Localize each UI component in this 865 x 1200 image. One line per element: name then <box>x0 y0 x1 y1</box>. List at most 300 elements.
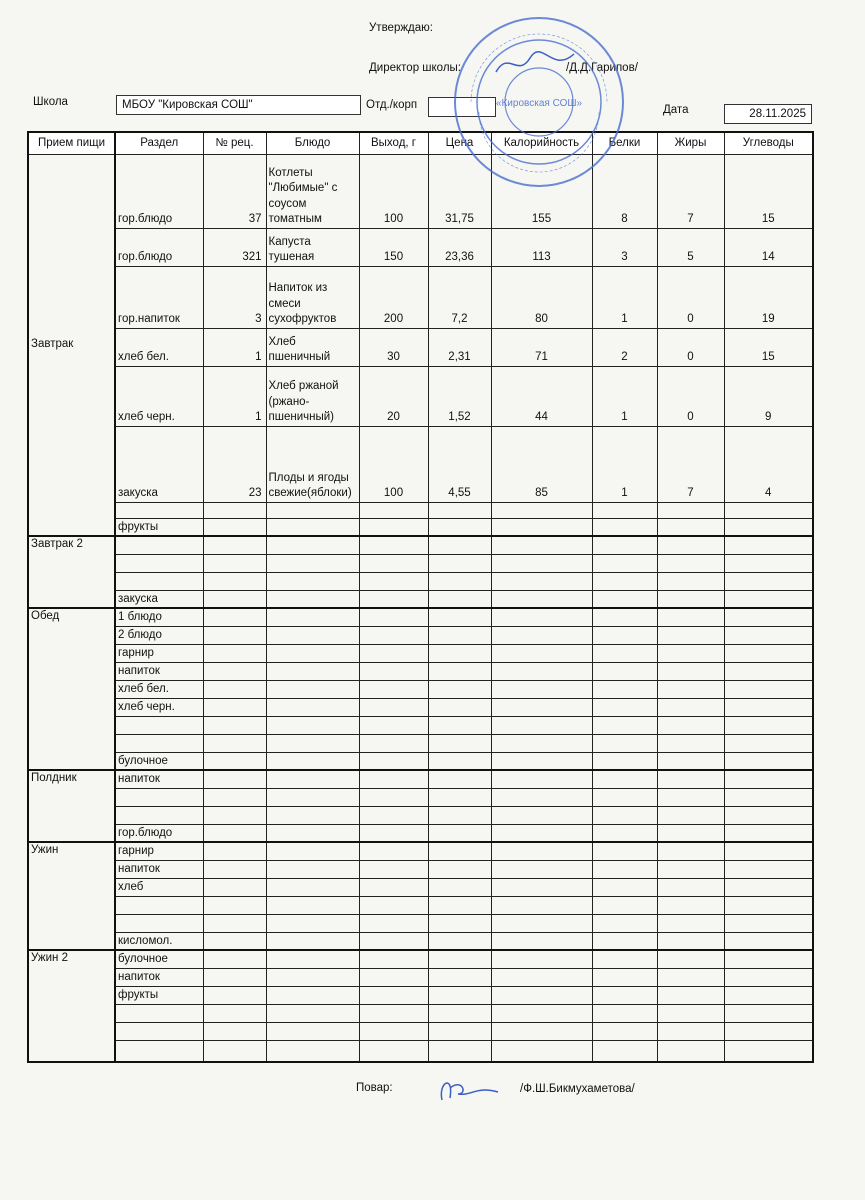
cell-output <box>359 914 428 932</box>
cell-section: фрукты <box>115 986 203 1004</box>
cell-section: хлеб черн. <box>115 366 203 426</box>
cell-carbs <box>724 680 813 698</box>
cell-protein <box>592 734 657 752</box>
meal-cell: Полдник <box>28 770 115 842</box>
cell-kcal <box>491 536 592 554</box>
cell-output <box>359 644 428 662</box>
school-field[interactable]: МБОУ "Кировская СОШ" <box>116 95 361 115</box>
table-row <box>28 860 813 878</box>
cell-section: булочное <box>115 752 203 770</box>
cell-dish <box>266 950 359 968</box>
cell-dish <box>266 968 359 986</box>
col-header: Раздел <box>115 132 203 154</box>
cell-section: напиток <box>115 662 203 680</box>
cell-price <box>428 572 491 590</box>
cell-recipe <box>203 716 266 734</box>
cell-kcal: 155 <box>491 154 592 228</box>
cell-protein <box>592 1040 657 1062</box>
cell-section: напиток <box>115 860 203 878</box>
cell-protein <box>592 752 657 770</box>
cell-dish <box>266 770 359 788</box>
col-header: Белки <box>592 132 657 154</box>
cell-dish <box>266 914 359 932</box>
cell-protein <box>592 860 657 878</box>
cell-kcal <box>491 734 592 752</box>
cell-protein <box>592 572 657 590</box>
table-row <box>28 328 813 366</box>
cell-output: 100 <box>359 426 428 502</box>
cell-section: хлеб бел. <box>115 328 203 366</box>
table-row <box>28 426 813 502</box>
cell-fat: 7 <box>657 154 724 228</box>
cell-protein <box>592 806 657 824</box>
cell-protein <box>592 662 657 680</box>
table-row <box>28 680 813 698</box>
branch-label: Отд./корп <box>366 99 418 111</box>
table-row <box>28 806 813 824</box>
cell-carbs <box>724 1004 813 1022</box>
cell-carbs <box>724 770 813 788</box>
cell-carbs: 19 <box>724 266 813 328</box>
cook-signature <box>428 1068 508 1108</box>
cell-recipe <box>203 680 266 698</box>
cell-price <box>428 1004 491 1022</box>
cell-carbs <box>724 518 813 536</box>
cell-dish <box>266 502 359 518</box>
cell-price <box>428 1040 491 1062</box>
cell-output <box>359 770 428 788</box>
cell-fat <box>657 950 724 968</box>
cell-output: 30 <box>359 328 428 366</box>
cell-protein <box>592 986 657 1004</box>
col-header: Блюдо <box>266 132 359 154</box>
cell-price <box>428 770 491 788</box>
table-row <box>28 266 813 328</box>
stamp-text: «Кировская СОШ» <box>495 98 583 109</box>
cell-kcal: 80 <box>491 266 592 328</box>
cell-section: гарнир <box>115 644 203 662</box>
col-header: Калорийность <box>491 132 592 154</box>
cell-price <box>428 518 491 536</box>
table-row <box>28 228 813 266</box>
cell-recipe <box>203 608 266 626</box>
table-row <box>28 788 813 806</box>
cell-section: кисломол. <box>115 932 203 950</box>
school-stamp <box>451 14 627 190</box>
cell-kcal <box>491 590 592 608</box>
cell-kcal <box>491 806 592 824</box>
meal-cell: Обед <box>28 608 115 770</box>
cell-section <box>115 1004 203 1022</box>
cell-fat <box>657 716 724 734</box>
cell-recipe: 37 <box>203 154 266 228</box>
cell-section <box>115 806 203 824</box>
cell-kcal <box>491 1004 592 1022</box>
cell-price: 4,55 <box>428 426 491 502</box>
cell-output <box>359 716 428 734</box>
cell-fat <box>657 986 724 1004</box>
cell-kcal <box>491 824 592 842</box>
menu-table <box>27 131 814 1063</box>
cell-output <box>359 860 428 878</box>
cell-recipe <box>203 788 266 806</box>
cell-output <box>359 626 428 644</box>
cell-price <box>428 590 491 608</box>
school-label: Школа <box>33 96 68 108</box>
cell-section: хлеб черн. <box>115 698 203 716</box>
cell-protein <box>592 1022 657 1040</box>
cell-section: булочное <box>115 950 203 968</box>
table-header-row <box>28 132 813 154</box>
cell-dish <box>266 860 359 878</box>
cell-fat <box>657 932 724 950</box>
cell-section <box>115 1022 203 1040</box>
cell-kcal <box>491 950 592 968</box>
cell-fat <box>657 824 724 842</box>
cell-kcal <box>491 518 592 536</box>
cell-recipe <box>203 502 266 518</box>
cell-protein <box>592 626 657 644</box>
cell-section: закуска <box>115 590 203 608</box>
cell-section: гор.напиток <box>115 266 203 328</box>
cell-price <box>428 950 491 968</box>
cell-kcal <box>491 968 592 986</box>
cell-output: 20 <box>359 366 428 426</box>
cell-fat <box>657 860 724 878</box>
cell-recipe <box>203 752 266 770</box>
cell-protein <box>592 590 657 608</box>
cell-dish <box>266 572 359 590</box>
cell-dish <box>266 1022 359 1040</box>
cell-section: 1 блюдо <box>115 608 203 626</box>
cell-kcal <box>491 698 592 716</box>
cell-dish <box>266 788 359 806</box>
cell-section: хлеб <box>115 878 203 896</box>
cell-protein <box>592 644 657 662</box>
cell-protein: 1 <box>592 426 657 502</box>
cell-kcal: 71 <box>491 328 592 366</box>
cell-recipe <box>203 554 266 572</box>
cell-price <box>428 968 491 986</box>
cell-section <box>115 914 203 932</box>
cell-fat <box>657 842 724 860</box>
cell-recipe <box>203 590 266 608</box>
cell-carbs <box>724 554 813 572</box>
director-name: /Д.Д.Гарипов/ <box>566 62 638 74</box>
cell-price <box>428 806 491 824</box>
table-row <box>28 896 813 914</box>
cell-fat <box>657 752 724 770</box>
cell-kcal <box>491 896 592 914</box>
cell-recipe: 3 <box>203 266 266 328</box>
meal-cell: Ужин 2 <box>28 950 115 1062</box>
cell-protein <box>592 968 657 986</box>
cell-section: напиток <box>115 770 203 788</box>
cell-fat <box>657 788 724 806</box>
cell-carbs <box>724 536 813 554</box>
cell-output <box>359 806 428 824</box>
cell-section: 2 блюдо <box>115 626 203 644</box>
cell-section: гор.блюдо <box>115 154 203 228</box>
cell-output <box>359 572 428 590</box>
cell-section <box>115 536 203 554</box>
cell-section <box>115 554 203 572</box>
cell-fat <box>657 1004 724 1022</box>
cell-fat: 0 <box>657 266 724 328</box>
cell-section: гарнир <box>115 842 203 860</box>
cell-dish <box>266 824 359 842</box>
cell-recipe <box>203 950 266 968</box>
cell-protein <box>592 680 657 698</box>
cell-dish: Напиток из смеси сухофруктов <box>266 266 359 328</box>
cell-protein <box>592 1004 657 1022</box>
table-row <box>28 644 813 662</box>
cell-fat <box>657 680 724 698</box>
cell-carbs <box>724 968 813 986</box>
cell-output <box>359 986 428 1004</box>
cell-dish: Плоды и ягоды свежие(яблоки) <box>266 426 359 502</box>
cell-carbs <box>724 590 813 608</box>
cell-section <box>115 788 203 806</box>
cell-dish <box>266 698 359 716</box>
cell-kcal <box>491 716 592 734</box>
cell-carbs: 15 <box>724 328 813 366</box>
cell-carbs <box>724 950 813 968</box>
cell-price: 31,75 <box>428 154 491 228</box>
cell-carbs <box>724 896 813 914</box>
cell-dish <box>266 878 359 896</box>
cell-protein <box>592 608 657 626</box>
cell-fat <box>657 536 724 554</box>
director-signature <box>490 44 580 84</box>
cell-fat <box>657 518 724 536</box>
cell-carbs: 9 <box>724 366 813 426</box>
cell-kcal <box>491 842 592 860</box>
cell-carbs <box>724 878 813 896</box>
cell-dish <box>266 1040 359 1062</box>
cell-fat <box>657 734 724 752</box>
meal-cell: Завтрак <box>28 154 115 536</box>
cell-section: напиток <box>115 968 203 986</box>
cell-dish <box>266 734 359 752</box>
cell-kcal: 44 <box>491 366 592 426</box>
cell-dish <box>266 662 359 680</box>
cell-fat: 7 <box>657 426 724 502</box>
cell-price <box>428 716 491 734</box>
table-row <box>28 572 813 590</box>
cell-price <box>428 626 491 644</box>
cell-kcal <box>491 554 592 572</box>
cell-price <box>428 986 491 1004</box>
table-row <box>28 536 813 554</box>
cell-kcal <box>491 914 592 932</box>
cell-carbs: 14 <box>724 228 813 266</box>
table-row <box>28 716 813 734</box>
cell-recipe <box>203 860 266 878</box>
cell-section: хлеб бел. <box>115 680 203 698</box>
cell-fat <box>657 1040 724 1062</box>
cell-kcal <box>491 680 592 698</box>
cell-price <box>428 536 491 554</box>
cell-kcal <box>491 878 592 896</box>
cell-carbs <box>724 1040 813 1062</box>
table-row <box>28 734 813 752</box>
cell-output <box>359 950 428 968</box>
cell-dish: Хлеб ржаной (ржано-пшеничный) <box>266 366 359 426</box>
table-row <box>28 608 813 626</box>
cell-price <box>428 752 491 770</box>
cell-output <box>359 896 428 914</box>
cell-output: 150 <box>359 228 428 266</box>
cell-output <box>359 788 428 806</box>
cell-output <box>359 590 428 608</box>
meal-cell: Завтрак 2 <box>28 536 115 608</box>
cell-output <box>359 932 428 950</box>
cell-output <box>359 752 428 770</box>
cell-carbs <box>724 752 813 770</box>
cell-protein: 2 <box>592 328 657 366</box>
cell-fat <box>657 572 724 590</box>
cell-recipe <box>203 806 266 824</box>
table-row <box>28 698 813 716</box>
cell-dish <box>266 554 359 572</box>
cell-price: 2,31 <box>428 328 491 366</box>
cell-fat <box>657 554 724 572</box>
cell-price <box>428 734 491 752</box>
cell-kcal <box>491 572 592 590</box>
cell-fat <box>657 662 724 680</box>
cell-recipe <box>203 770 266 788</box>
cell-output <box>359 518 428 536</box>
cell-dish <box>266 608 359 626</box>
table-row <box>28 518 813 536</box>
cell-kcal <box>491 788 592 806</box>
cell-kcal <box>491 986 592 1004</box>
cell-price <box>428 554 491 572</box>
cell-recipe <box>203 626 266 644</box>
cell-protein <box>592 842 657 860</box>
table-row <box>28 932 813 950</box>
cell-price <box>428 896 491 914</box>
cell-dish <box>266 626 359 644</box>
cell-kcal <box>491 770 592 788</box>
cell-fat <box>657 698 724 716</box>
cell-fat <box>657 626 724 644</box>
cell-carbs <box>724 932 813 950</box>
cell-price <box>428 878 491 896</box>
cell-fat <box>657 608 724 626</box>
cell-carbs <box>724 842 813 860</box>
cell-kcal: 85 <box>491 426 592 502</box>
cell-protein <box>592 698 657 716</box>
cell-recipe: 321 <box>203 228 266 266</box>
meal-cell: Ужин <box>28 842 115 950</box>
cell-output <box>359 554 428 572</box>
cell-fat <box>657 502 724 518</box>
col-header: Прием пищи <box>28 132 115 154</box>
cell-fat <box>657 968 724 986</box>
cell-recipe <box>203 698 266 716</box>
col-header: Выход, г <box>359 132 428 154</box>
cell-price <box>428 914 491 932</box>
cell-dish <box>266 896 359 914</box>
cell-section: гор.блюдо <box>115 824 203 842</box>
cell-protein <box>592 554 657 572</box>
cell-kcal <box>491 662 592 680</box>
cell-section <box>115 734 203 752</box>
cell-output <box>359 734 428 752</box>
cell-recipe <box>203 1022 266 1040</box>
cell-carbs <box>724 986 813 1004</box>
cell-protein <box>592 950 657 968</box>
cell-output <box>359 1004 428 1022</box>
cell-carbs <box>724 608 813 626</box>
cell-output <box>359 1022 428 1040</box>
cook-label: Повар: <box>356 1082 393 1094</box>
cell-kcal <box>491 932 592 950</box>
cell-protein: 1 <box>592 266 657 328</box>
cell-dish <box>266 590 359 608</box>
cell-fat <box>657 806 724 824</box>
cell-output: 100 <box>359 154 428 228</box>
cell-dish <box>266 986 359 1004</box>
cell-carbs <box>724 698 813 716</box>
cell-recipe <box>203 986 266 1004</box>
cell-section <box>115 716 203 734</box>
cell-carbs <box>724 644 813 662</box>
col-header: № рец. <box>203 132 266 154</box>
cell-fat: 5 <box>657 228 724 266</box>
cell-dish: Капуста тушеная <box>266 228 359 266</box>
cell-output: 200 <box>359 266 428 328</box>
cell-fat <box>657 770 724 788</box>
cell-kcal <box>491 502 592 518</box>
cell-protein <box>592 770 657 788</box>
cell-recipe <box>203 914 266 932</box>
cell-section <box>115 502 203 518</box>
table-row <box>28 914 813 932</box>
table-row <box>28 842 813 860</box>
cell-kcal <box>491 626 592 644</box>
cell-kcal <box>491 752 592 770</box>
cook-name: /Ф.Ш.Бикмухаметова/ <box>520 1083 635 1095</box>
date-field[interactable]: 28.11.2025 <box>724 104 812 124</box>
cell-protein <box>592 716 657 734</box>
table-row <box>28 770 813 788</box>
cell-dish <box>266 932 359 950</box>
cell-recipe <box>203 734 266 752</box>
cell-price <box>428 860 491 878</box>
cell-recipe <box>203 662 266 680</box>
cell-fat <box>657 590 724 608</box>
cell-price <box>428 788 491 806</box>
cell-protein <box>592 536 657 554</box>
cell-dish <box>266 716 359 734</box>
cell-kcal <box>491 644 592 662</box>
cell-section <box>115 896 203 914</box>
cell-protein: 8 <box>592 154 657 228</box>
cell-protein <box>592 502 657 518</box>
cell-output <box>359 502 428 518</box>
cell-recipe <box>203 1004 266 1022</box>
cell-output <box>359 680 428 698</box>
table-row <box>28 1040 813 1062</box>
cell-dish: Хлеб пшеничный <box>266 328 359 366</box>
cell-fat <box>657 896 724 914</box>
cell-protein <box>592 878 657 896</box>
cell-fat <box>657 914 724 932</box>
cell-protein <box>592 914 657 932</box>
